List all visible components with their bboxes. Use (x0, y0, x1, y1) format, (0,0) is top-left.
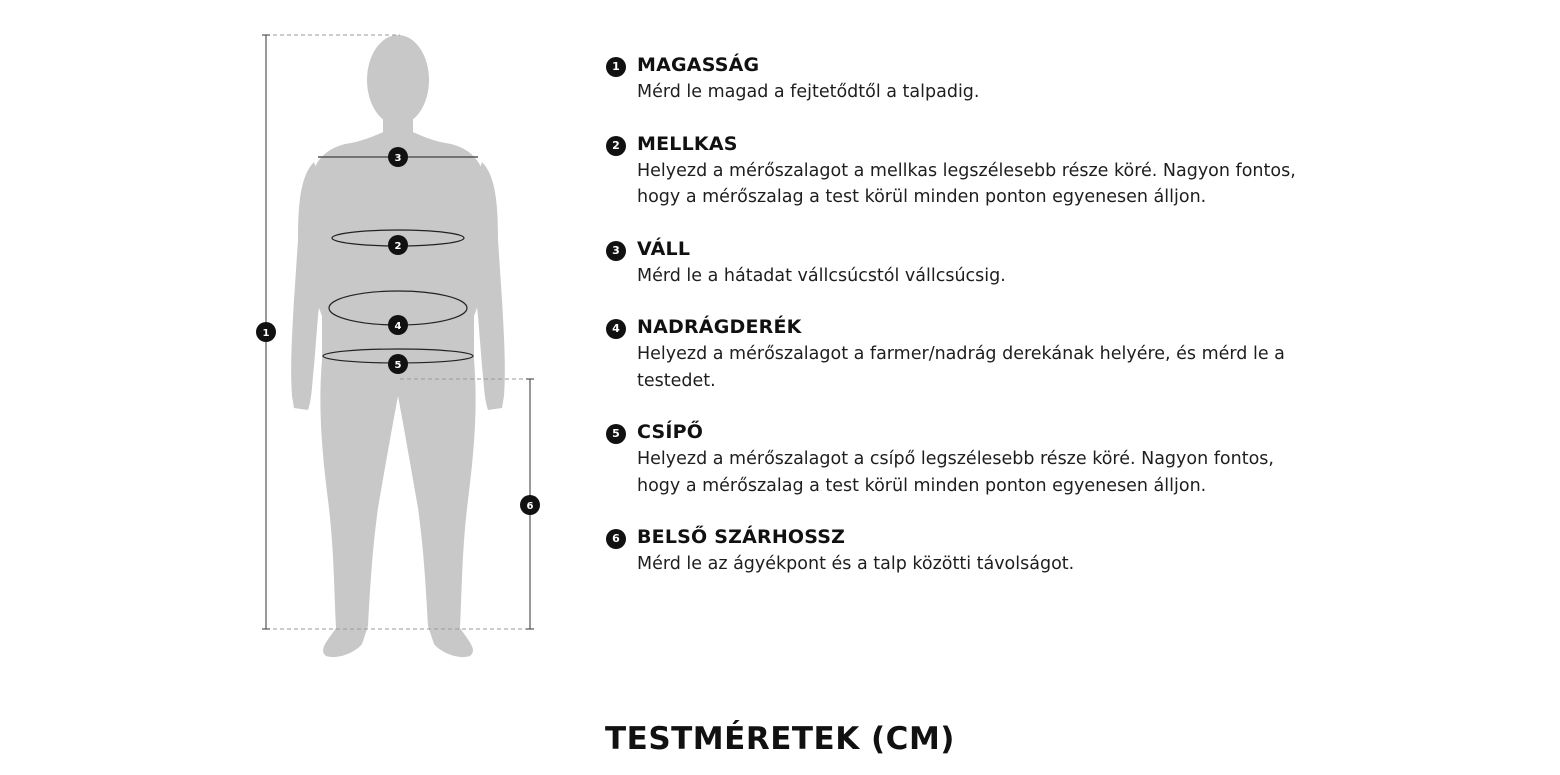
number-badge: 6 (606, 529, 626, 549)
silhouette-left-arm (291, 162, 326, 410)
measurement-description: Mérd le a hátadat vállcsúcstól vállcsúcsig. (637, 265, 1006, 286)
measurement-description: Helyezd a mérőszalagot a csípő legszélesebb része köré. Nagyon fontos, hogy a mérőszalag a test körül minden ponton egyenesen álljon. (637, 449, 1274, 496)
measurement-title: CSÍPŐ (637, 421, 704, 443)
svg-text:6: 6 (526, 501, 534, 512)
measurement-entry-hip (606, 419, 1326, 499)
measurement-description: Helyezd a mérőszalagot a farmer/nadrág derekának helyére, és mérd le a testedet. (637, 344, 1285, 391)
page-title: TESTMÉRETEK (CM) (605, 721, 955, 757)
silhouette-right-arm (470, 162, 505, 410)
measurement-description: Mérd le magad a fejtetődtől a talpadig. (637, 82, 980, 102)
number-badge: 2 (606, 136, 626, 156)
svg-text:1: 1 (262, 328, 270, 339)
svg-text:3: 3 (394, 153, 402, 164)
measurement-entry-inseam (606, 524, 1326, 578)
svg-text:2: 2 (394, 241, 402, 252)
svg-text:5: 5 (394, 360, 402, 371)
number-badge: 5 (606, 424, 626, 444)
measurement-title: BELSŐ SZÁRHOSSZ (637, 526, 846, 548)
measurement-description: Mérd le az ágyékpont és a talp közötti távolságot. (637, 554, 1075, 574)
marker-badge-4 (388, 315, 408, 335)
marker-badge-2 (388, 235, 408, 255)
measurement-entry-height (606, 52, 1326, 106)
measurement-title: VÁLL (637, 237, 691, 260)
marker-badge-5 (388, 354, 408, 374)
number-badge: 4 (606, 319, 626, 339)
silhouette-legs (320, 360, 475, 657)
measurement-legend (606, 52, 1326, 578)
measurement-entry-shoulder (606, 236, 1326, 290)
svg-text:4: 4 (394, 321, 402, 332)
measurement-entry-chest (606, 131, 1326, 211)
measurement-title: NADRÁGDERÉK (637, 316, 802, 338)
body-silhouette (291, 35, 505, 657)
measurement-entry-waist (606, 314, 1326, 394)
measurement-title: MELLKAS (637, 132, 738, 155)
measurement-title: MAGASSÁG (637, 54, 760, 76)
marker-badge-1 (256, 322, 276, 342)
number-badge: 1 (606, 57, 626, 77)
number-badge: 3 (606, 241, 626, 261)
silhouette-head (367, 35, 429, 125)
measurement-description: Helyezd a mérőszalagot a mellkas legszélesebb része köré. Nagyon fontos, hogy a mérőszalag a test körül minden ponton egyenesen álljon. (637, 160, 1296, 207)
marker-badge-6 (520, 495, 540, 515)
marker-badge-3 (388, 147, 408, 167)
